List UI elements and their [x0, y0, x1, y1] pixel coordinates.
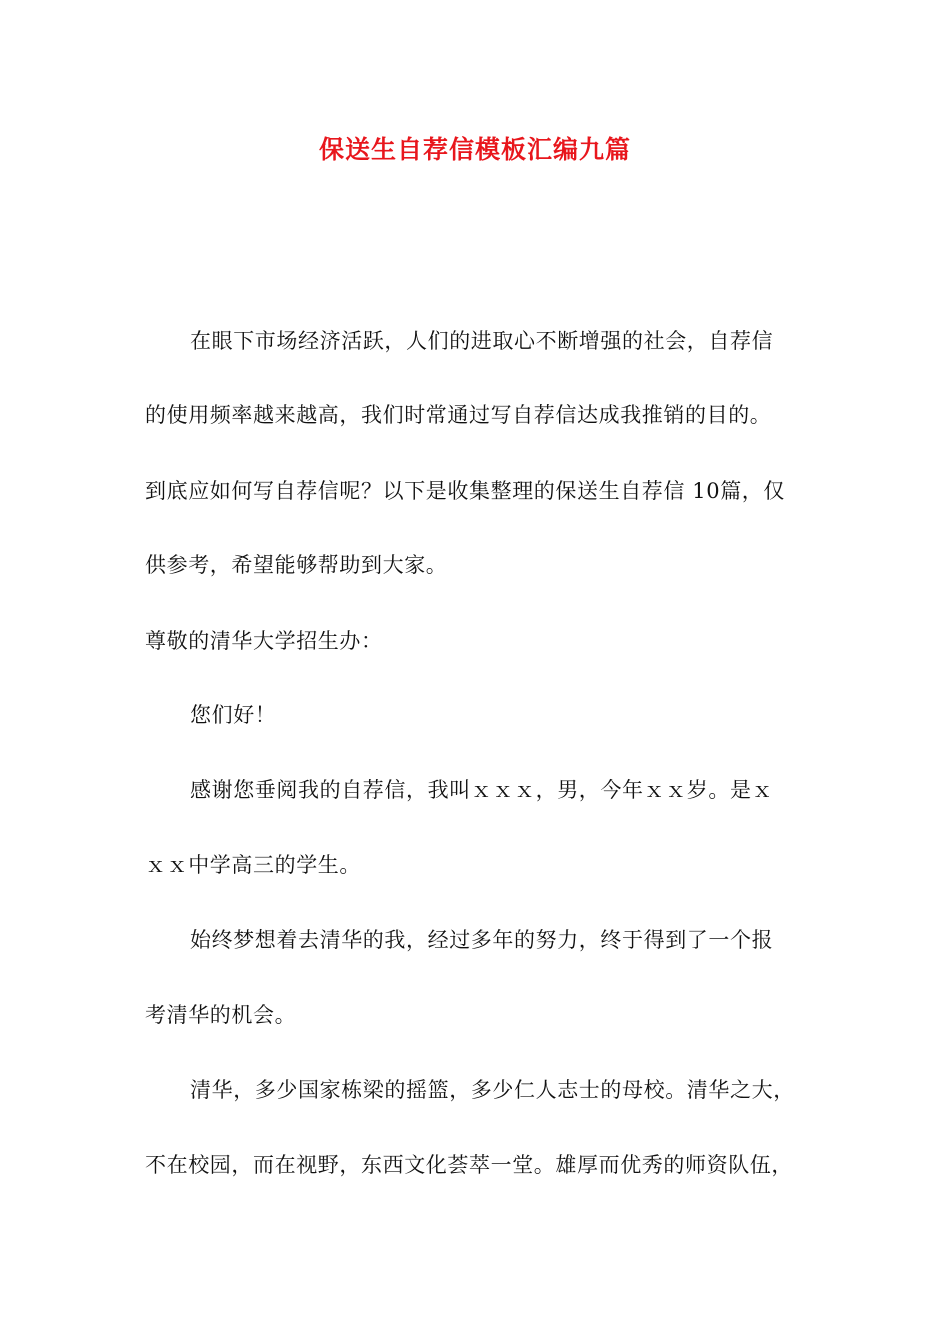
salutation-line: 尊敬的清华大学招生办： [145, 629, 383, 653]
paragraph-line: 不在校园，而在视野，东西文化荟萃一堂。雄厚而优秀的师资队伍， [145, 1153, 793, 1177]
paragraph-line: 到底应如何写自荐信呢？以下是收集整理的保送生自荐信 10篇，仅 [145, 479, 785, 503]
document-title: 保送生自荐信模板汇编九篇 [318, 135, 631, 164]
greeting-line: 您们好！ [190, 703, 277, 727]
paragraph-line: 始终梦想着去清华的我，经过多年的努力，终于得到了一个报 [190, 928, 774, 952]
paragraph-line: 感谢您垂阅我的自荐信，我叫ｘｘｘ，男，今年ｘｘ岁。是ｘ [190, 778, 774, 802]
paragraph-line: 在眼下市场经济活跃，人们的进取心不断增强的社会，自荐信 [190, 329, 774, 353]
paragraph-line: 考清华的机会。 [145, 1003, 297, 1027]
paragraph-line: 清华，多少国家栋梁的摇篮，多少仁人志士的母校。清华之大， [190, 1078, 795, 1102]
paragraph-line: ｘｘ中学高三的学生。 [145, 853, 361, 877]
paragraph-line: 的使用频率越来越高，我们时常通过写自荐信达成我推销的目的。 [145, 403, 772, 427]
paragraph-line: 供参考，希望能够帮助到大家。 [145, 553, 448, 577]
